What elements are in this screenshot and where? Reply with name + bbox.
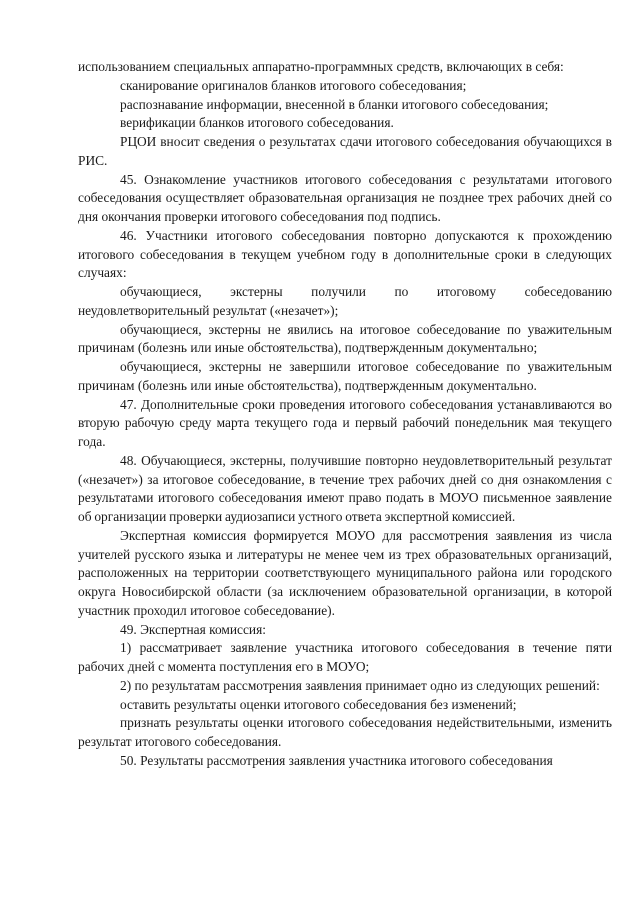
paragraph: использованием специальных аппаратно-программных средств, включающих в себя: (78, 59, 564, 74)
paragraph: 1) рассматривает заявление участника итогового собеседования в течение пяти рабочих дней с момента поступления его в МОУО; (78, 640, 612, 674)
paragraph: сканирование оригиналов бланков итогового собеседования; (120, 77, 467, 93)
paragraph: Экспертная комиссия формируется МОУО для рассмотрения заявления из числа учителей русского языка и литературы не менее чем из трех образовательных организаций, расположенных на территории соответствующего муниципального района или городского округа Новосибирской области (за исключением образовательной организации, в которой участник проходил итоговое собеседование). (78, 527, 612, 618)
paragraph: 2) по результатам рассмотрения заявления принимает одно из следующих решений: (120, 677, 600, 693)
paragraph: обучающиеся, экстерны не явились на итоговое собеседование по уважительным причинам (болезнь или иные обстоятельства), подтвержденным документально; (78, 321, 612, 356)
paragraph: 45. Ознакомление участников итогового собеседования с результатами итогового собеседования осуществляет образовательная организация не позднее трех рабочих дней со дня окончания проверки итогового собеседования под подпись. (78, 171, 612, 224)
document-page (78, 58, 612, 771)
paragraph: 49. Экспертная комиссия: (120, 621, 266, 637)
paragraph: 46. Участники итогового собеседования повторно допускаются к прохождению итогового собеседования в текущем учебном году в дополнительные сроки в следующих случаях: (78, 227, 612, 281)
paragraph: 47. Дополнительные сроки проведения итогового собеседования устанавливаются во вторую рабочую среду марта текущего года и первый рабочий понедельник мая текущего года. (78, 396, 612, 449)
paragraph: 48. Обучающиеся, экстерны, получившие повторно неудовлетворительный результат («незачет») за итоговое собеседование, в течение трех рабочих дней со дня ознакомления с результатами итогового собеседования имеют право подать в МОУО письменное заявление об организации проверки аудиозаписи устного ответа экспертной комиссией. (78, 452, 612, 524)
paragraph: обучающиеся, экстерны получили по итоговому собеседованию неудовлетворительный результат («незачет»); (78, 284, 612, 318)
paragraph: верификации бланков итогового собеседования. (120, 115, 394, 131)
paragraph: обучающиеся, экстерны не завершили итоговое собеседование по уважительным причинам (болезнь или иные обстоятельства), подтвержденным документально. (78, 359, 612, 393)
paragraph: 50. Результаты рассмотрения заявления участника итогового собеседования (120, 752, 553, 768)
paragraph: оставить результаты оценки итогового собеседования без изменений; (120, 696, 517, 712)
paragraph: признать результаты оценки итогового собеседования недействительными, изменить результат итогового собеседования. (78, 715, 612, 749)
paragraph: распознавание информации, внесенной в бланки итогового собеседования; (120, 96, 549, 112)
paragraph: РЦОИ вносит сведения о результатах сдачи итогового собеседования обучающихся в РИС. (78, 134, 612, 168)
